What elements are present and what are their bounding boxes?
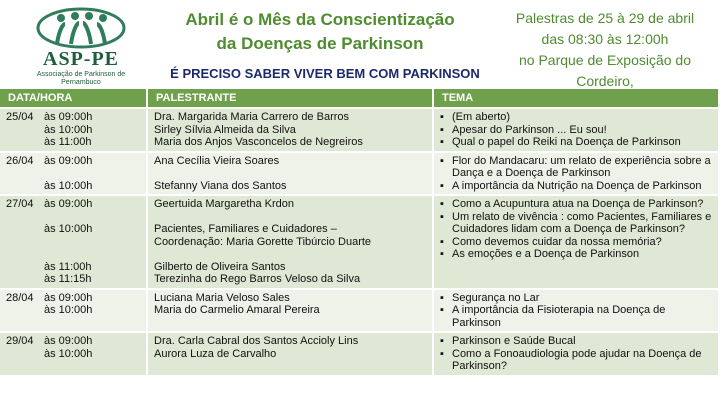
table-row xyxy=(0,195,719,289)
time-text: às 10:00h xyxy=(44,304,93,316)
time-text xyxy=(44,236,104,249)
speaker-cell xyxy=(147,332,433,375)
bullet-icon: ▪ xyxy=(440,179,444,192)
speaker-cell xyxy=(147,152,433,196)
theme-cell xyxy=(433,332,719,375)
date-text: 29/04 xyxy=(6,335,34,347)
speaker-name xyxy=(154,248,426,261)
table-header-row xyxy=(0,89,719,108)
theme-text: Qual o papel do Reiki na Doença de Parkinson xyxy=(452,136,681,148)
bullet-icon: ▪ xyxy=(440,335,444,347)
time-text: às 10:00h xyxy=(44,347,93,360)
theme-item xyxy=(440,236,712,249)
speaker-name: Ana Cecília Vieira Soares xyxy=(154,154,280,167)
date-time-line xyxy=(6,335,140,348)
date-time-line xyxy=(6,292,140,305)
bullet-icon: ▪ xyxy=(440,210,444,223)
date-text xyxy=(6,304,44,317)
theme-text: A importância da Fisioterapia na Doença de Parkinson xyxy=(452,304,666,329)
date-text: 28/04 xyxy=(6,291,34,304)
theme-cell xyxy=(433,195,719,289)
date-time-line xyxy=(6,223,140,236)
motto: É PRECISO SABER VIVER BEM COM PARKINSON xyxy=(170,66,480,81)
header-theme: TEMA xyxy=(433,89,719,108)
date-time-line xyxy=(6,304,140,317)
time-text: às 10:00h xyxy=(44,123,93,136)
theme-text: Flor do Mandacaru: um relato de experiência sobre a Dança e a Doença de Parkinson xyxy=(452,154,711,179)
theme-cell xyxy=(433,152,719,196)
theme-text: Parkinson e Saúde Bucal xyxy=(452,335,576,347)
headline-line-2: da Doenças de Parkinson xyxy=(216,34,424,53)
date-time-line xyxy=(6,136,140,149)
date-time-line xyxy=(6,180,140,193)
speaker-name: Aurora Luza de Carvalho xyxy=(154,347,277,360)
theme-text: Como devemos cuidar da nossa memória? xyxy=(452,235,662,248)
speaker-name: Terezinha do Rego Barros Veloso da Silva xyxy=(154,273,361,285)
theme-cell xyxy=(433,289,719,333)
speaker-name: Pacientes, Familiares e Cuidadores – xyxy=(154,223,337,235)
date-time-line xyxy=(6,236,140,249)
time-text xyxy=(44,248,104,261)
theme-text: Segurança no Lar xyxy=(452,291,540,304)
bullet-icon: ▪ xyxy=(440,123,444,136)
speaker-name xyxy=(154,211,426,224)
date-time-line xyxy=(6,348,140,361)
bullet-icon: ▪ xyxy=(440,248,444,260)
date-text xyxy=(6,211,44,224)
time-text: às 09:00h xyxy=(44,291,93,304)
date-text: 25/04 xyxy=(6,111,34,123)
theme-text: As emoções e a Doença de Parkinson xyxy=(452,248,640,260)
speaker-cell xyxy=(147,289,433,333)
date-time-line xyxy=(6,198,140,211)
bullet-icon: ▪ xyxy=(440,136,444,148)
logo xyxy=(22,6,140,98)
date-time-cell xyxy=(0,195,147,289)
date-time-cell xyxy=(0,332,147,375)
table-row xyxy=(0,108,719,152)
table-row xyxy=(0,152,719,196)
theme-text: (Em aberto) xyxy=(452,111,511,123)
theme-text: Como a Acupuntura atua na Doença de Parkinson? xyxy=(452,198,704,210)
theme-item xyxy=(440,335,712,348)
logo-subtitle: Associação de Parkinson de Pernambuco xyxy=(36,71,126,86)
time-text: às 09:00h xyxy=(44,198,93,210)
date-text xyxy=(6,223,44,236)
time-text: às 11:00h xyxy=(44,260,92,273)
theme-item xyxy=(440,180,712,193)
time-text xyxy=(44,167,104,180)
time-text: às 10:00h xyxy=(44,223,93,235)
event-headline xyxy=(170,8,470,56)
headline-line-1: Abril é o Mês da Conscientização xyxy=(185,10,455,29)
speaker-cell xyxy=(147,195,433,289)
date-text: 26/04 xyxy=(6,154,34,167)
speaker-name: Coordenação: Maria Gorette Tibúrcio Duarte xyxy=(154,235,372,248)
asp-pe-emblem-icon xyxy=(35,6,127,50)
table-row xyxy=(0,332,719,375)
speaker-name xyxy=(154,167,426,180)
date-text xyxy=(6,180,44,193)
time-text: às 11:00h xyxy=(44,136,92,148)
time-text: às 10:00h xyxy=(44,179,93,192)
date-text xyxy=(6,124,44,137)
date-text xyxy=(6,248,44,261)
speaker-name: Dra. Margarida Maria Carrero de Barros xyxy=(154,111,350,123)
date-text xyxy=(6,348,44,361)
info-venue: no Parque de Exposição do Cordeiro, xyxy=(518,52,691,89)
bullet-icon: ▪ xyxy=(440,235,444,248)
header-speaker: PALESTRANTE xyxy=(147,89,433,108)
info-hours: das 08:30 às 12:00h xyxy=(541,31,669,47)
time-text: às 09:00h xyxy=(44,154,93,167)
time-text: às 09:00h xyxy=(44,111,93,123)
theme-text: Um relato de vivência : como Pacientes, Familiares e Cuidadores lidam com a Doença de Parkinson? xyxy=(452,210,712,235)
speaker-name: Maria dos Anjos Vasconcelos de Negreiros xyxy=(154,136,363,148)
date-text xyxy=(6,273,44,286)
bullet-icon: ▪ xyxy=(440,198,444,210)
date-time-line xyxy=(6,167,140,180)
bullet-icon: ▪ xyxy=(440,291,444,304)
bullet-icon: ▪ xyxy=(440,304,444,316)
date-time-line xyxy=(6,248,140,261)
speaker-name: Gilberto de Oliveira Santos xyxy=(154,260,286,273)
schedule-table xyxy=(0,89,720,375)
date-text xyxy=(6,261,44,274)
table-row xyxy=(0,289,719,333)
date-time-cell xyxy=(0,289,147,333)
theme-text: Como a Fonoaudiologia pode ajudar na Doença de Parkinson? xyxy=(452,347,702,372)
speaker-cell xyxy=(147,108,433,152)
logo-name: ASP-PE xyxy=(43,48,119,70)
date-text xyxy=(6,167,44,180)
speaker-name: Luciana Maria Veloso Sales xyxy=(154,291,290,304)
date-time-cell xyxy=(0,108,147,152)
date-time-line xyxy=(6,111,140,124)
bullet-icon: ▪ xyxy=(440,154,444,167)
time-text xyxy=(44,211,104,224)
date-time-line xyxy=(6,155,140,168)
date-text xyxy=(6,236,44,249)
bullet-icon: ▪ xyxy=(440,347,444,360)
date-time-line xyxy=(6,124,140,137)
theme-text: A importância da Nutrição na Doença de Parkinson xyxy=(452,179,702,192)
date-time-cell xyxy=(0,152,147,196)
theme-item xyxy=(440,348,712,373)
date-time-line xyxy=(6,273,140,286)
theme-item xyxy=(440,292,712,305)
date-time-line xyxy=(6,261,140,274)
date-time-line xyxy=(6,211,140,224)
schedule-body xyxy=(0,108,719,375)
theme-item xyxy=(440,211,712,236)
bullet-icon: ▪ xyxy=(440,111,444,123)
theme-item xyxy=(440,198,712,211)
header-date: DATA/HORA xyxy=(0,89,147,108)
speaker-name: Dra. Carla Cabral dos Santos Accioly Lins xyxy=(154,335,359,347)
speaker-name: Geertuida Margaretha Krdon xyxy=(154,198,295,210)
speaker-name: Stefanny Viana dos Santos xyxy=(154,179,287,192)
time-text: às 11:15h xyxy=(44,273,92,285)
theme-text: Apesar do Parkinson ... Eu sou! xyxy=(452,123,607,136)
theme-item xyxy=(440,111,712,124)
speaker-name: Maria do Carmelio Amaral Pereira xyxy=(154,304,320,316)
theme-item xyxy=(440,136,712,149)
theme-item xyxy=(440,248,712,261)
theme-item xyxy=(440,124,712,137)
speaker-name: Sirley Sílvia Almeida da Silva xyxy=(154,123,296,136)
theme-cell xyxy=(433,108,719,152)
date-text xyxy=(6,136,44,149)
theme-item xyxy=(440,304,712,329)
theme-item xyxy=(440,155,712,180)
info-dates: Palestras de 25 à 29 de abril xyxy=(515,10,695,26)
date-text: 27/04 xyxy=(6,198,34,210)
time-text: às 09:00h xyxy=(44,335,93,347)
